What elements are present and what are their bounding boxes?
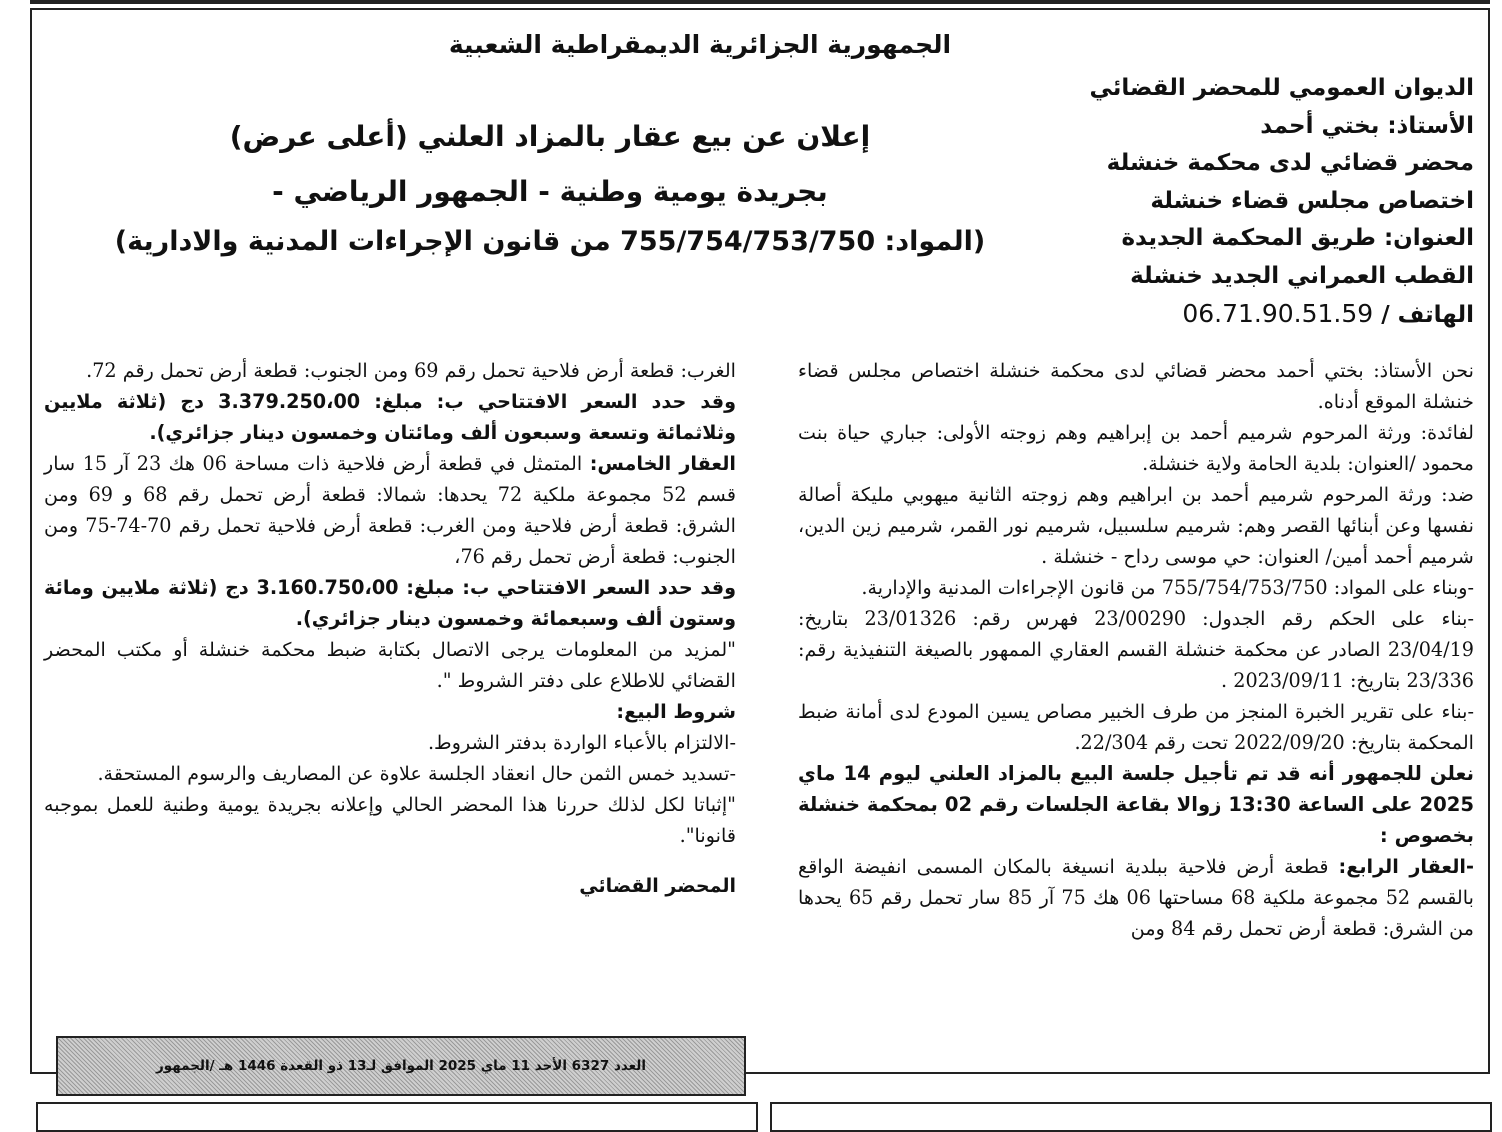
condition-two: -تسديد خمس الثمن حال انعقاد الجلسة علاوة عن المصاريف والرسوم المستحقة. <box>97 762 736 785</box>
articles-paragraph: -وبناء على المواد: 755/754/753/750 من قانون الإجراءات المدنية والإدارية. <box>861 576 1474 599</box>
office-line: اختصاص مجلس قضاء خنشلة <box>1150 187 1474 214</box>
left-text-column <box>44 355 736 902</box>
opening-price-five: وقد حدد السعر الافتتاحي ب: مبلغ: 3.160.750،00 دج (ثلاثة ملايين ومائة وستون ألف وسبعمائة وخمسون دينار جزائري). <box>44 576 736 630</box>
phone-label: الهاتف / <box>1381 302 1474 328</box>
attestation-paragraph: "إثباتا لكل لذلك حررنا هذا المحضر الحالي وإعلانه بجريدة يومية وطنية للعمل بموجبه قانونا". <box>44 793 736 847</box>
property-four-paragraph <box>798 851 1474 944</box>
property-five-label: العقار الخامس: <box>589 452 737 475</box>
next-article-box-left <box>36 1102 758 1132</box>
articles-line: (المواد: 755/754/753/750 من قانون الإجراءات المدنية والادارية) <box>114 226 986 257</box>
property-four-text: قطعة أرض فلاحية ببلدية انسيغة بالمكان المسمى انفيضة الواقع بالقسم 52 مجموعة ملكية 68 مساحتها 06 هك 75 آر 85 سار تحمل رقم 65 يحدها من الشرق: قطعة أرض تحمل رقم 84 ومن <box>798 855 1474 940</box>
property-four-label: -العقار الرابع: <box>1338 855 1474 878</box>
office-line: الأستاذ: بختي أحمد <box>1260 112 1474 139</box>
west-south-boundary: الغرب: قطعة أرض فلاحية تحمل رقم 69 ومن الجنوب: قطعة أرض تحمل رقم 72. <box>86 359 736 382</box>
expert-report-paragraph: -بناء على تقرير الخبرة المنجز من طرف الخبير مصاص يسين المودع لدى أمانة ضبط المحكمة بتاريخ: 2022/09/20 تحت رقم 22/304. <box>798 700 1474 754</box>
judgment-paragraph: -بناء على الحكم رقم الجدول: 23/00290 فهرس رقم: 23/01326 بتاريخ: 23/04/19 الصادر عن محكمة خنشلة القسم العقاري الممهور بالصيغة التنفيذية رقم: 23/336 بتاريخ: 2023/09/11 . <box>798 607 1474 692</box>
against-paragraph: ضد: ورثة المرحوم شرميم أحمد بن ابراهيم وهم زوجته الثانية ميهوبي مليكة أصالة نفسها وعن أبنائها القصر وهم: شرميم سلسبيل، شرميم نور القمر، شرميم زين الدين، شرميم أحمد أمين/ العنوان: حي موسى رداح - خنشلة . <box>798 483 1474 568</box>
property-five-paragraph <box>44 448 736 572</box>
right-text-column <box>798 355 1474 944</box>
newspaper-line: بجريدة يومية وطنية - الجمهور الرياضي - <box>272 175 828 208</box>
beneficiary-paragraph: لفائدة: ورثة المرحوم شرميم أحمد بن إبراهيم وهم زوجته الأولى: جباري حياة بنت محمود /العنوان: بلدية الحامة ولاية خنشلة. <box>798 421 1474 475</box>
next-article-box-right <box>770 1102 1492 1132</box>
property-five-text: المتمثل في قطعة أرض فلاحية ذات مساحة 06 هك 23 آر 15 سار قسم 52 مجموعة ملكية 72 يحدها: شمالا: قطعة أرض تحمل رقم 68 و 69 ومن الشرق: قطعة أرض فلاحية ومن الغرب: قطعة أرض فلاحية تحمل رقم 70-74-75 ومن الجنوب: قطعة أرض تحمل رقم 76، <box>44 452 736 568</box>
auction-title: إعلان عن بيع عقار بالمزاد العلني (أعلى عرض) <box>229 120 871 153</box>
issue-footer-bar <box>56 1036 746 1096</box>
opening-price-four: وقد حدد السعر الافتتاحي ب: مبلغ: 3.379.250،00 دج (ثلاثة ملايين وثلاثمائة وتسعة وسبعون ألف ومائتان وخمسون دينار جزائري). <box>44 390 736 444</box>
bailiff-intro: نحن الأستاذ: بختي أحمد محضر قضائي لدى محكمة خنشلة اختصاص مجلس قضاء خنشلة الموقع أدناه. <box>798 359 1474 413</box>
issue-line: العدد 6327 الأحد 11 ماي 2025 الموافق لـ13 ذو القعدة 1446 هـ /الجمهور <box>156 1058 646 1074</box>
office-line: القطب العمراني الجديد خنشلة <box>1130 262 1474 289</box>
announcement-titles <box>60 120 1040 257</box>
top-rule <box>30 0 1490 4</box>
phone-line <box>1034 295 1474 335</box>
republic-heading: الجمهورية الجزائرية الديمقراطية الشعبية <box>448 30 952 59</box>
info-contact-paragraph: "لمزيد من المعلومات يرجى الاتصال بكتابة ضبط محكمة خنشلة أو مكتب المحضر القضائي للاطلاع على دفتر الشروط ". <box>44 638 736 692</box>
bailiff-signature-label: المحضر القضائي <box>579 875 736 897</box>
office-line: العنوان: طريق المحكمة الجديدة <box>1121 225 1474 251</box>
office-line: محضر قضائي لدى محكمة خنشلة <box>1106 150 1474 176</box>
postponement-notice: نعلن للجمهور أنه قد تم تأجيل جلسة البيع بالمزاد العلني ليوم 14 ماي 2025 على الساعة 13:30 زوالا بقاعة الجلسات رقم 02 بمحكمة خنشلة بخصوص : <box>798 762 1475 847</box>
condition-one: -الالتزام بالأعباء الواردة بدفتر الشروط. <box>427 731 736 754</box>
office-line: الديوان العمومي للمحضر القضائي <box>1089 75 1474 101</box>
phone-number: 06.71.90.51.59 <box>1182 299 1374 328</box>
sale-conditions-heading: شروط البيع: <box>616 700 736 723</box>
bailiff-office-block <box>1034 70 1474 335</box>
